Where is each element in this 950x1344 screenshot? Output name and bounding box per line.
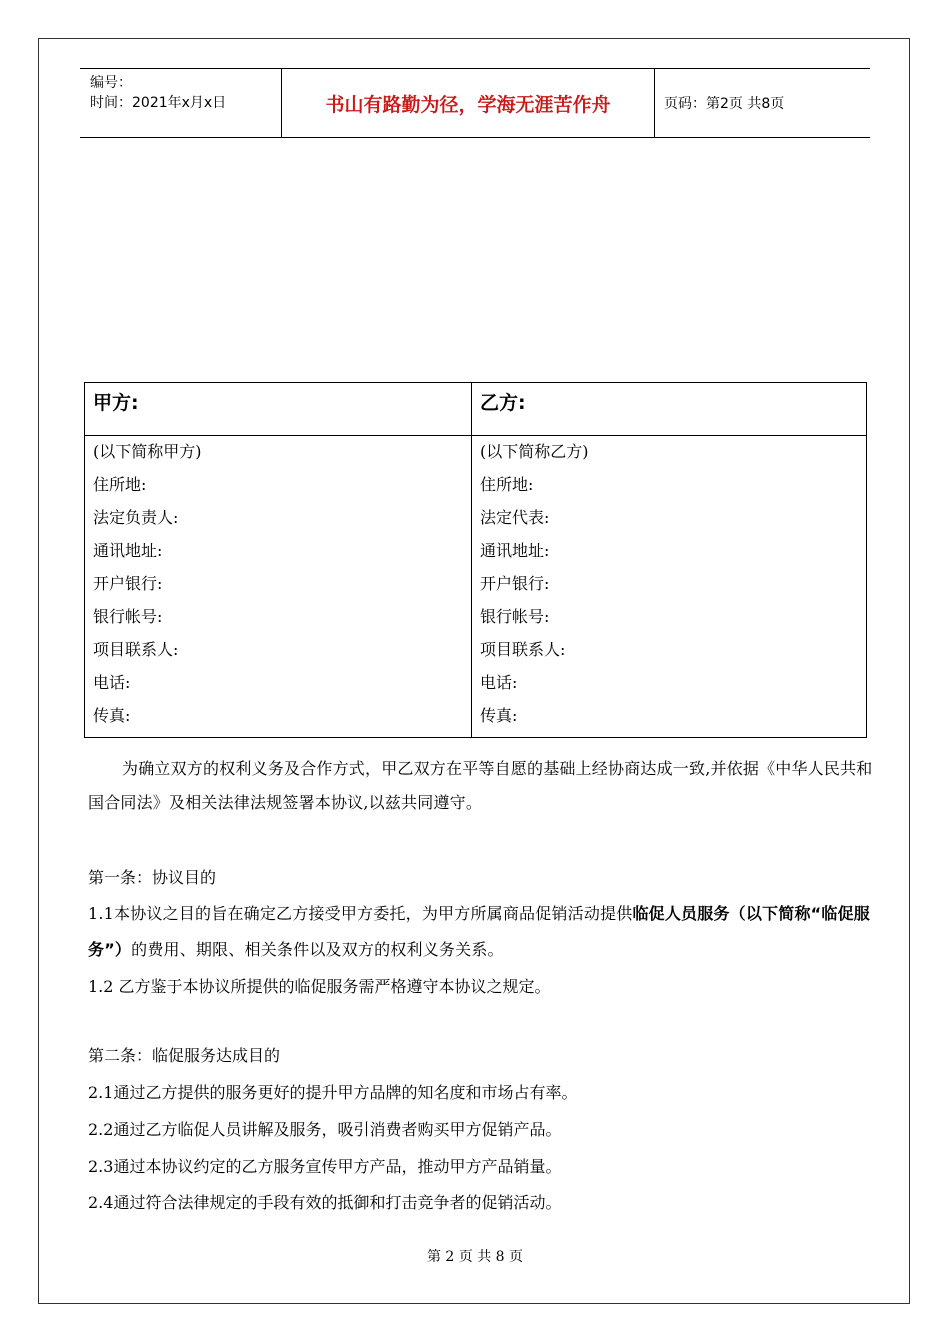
header-page-info: 页码：第2页 共8页 xyxy=(664,96,785,112)
party-b-field: 法定代表: xyxy=(480,508,550,527)
party-b-field: 开户银行: xyxy=(480,574,550,593)
party-b-field: 住所地: xyxy=(480,475,534,494)
party-a-field: 传真: xyxy=(93,706,131,725)
clause-text: 1.1本协议之目的旨在确定乙方接受甲方委托，为甲方所属商品促销活动提供 xyxy=(88,904,633,923)
parties-table xyxy=(84,382,867,738)
intro-paragraph: 为确立双方的权利义务及合作方式，甲乙双方在平等自愿的基础上经协商达成一致,并依据《中华人民共和国合同法》及相关法律法规签署本协议,以兹共同遵守。 xyxy=(88,759,873,812)
party-a-field: (以下简称甲方) xyxy=(93,442,202,461)
document-date: 时间：2021年x月x日 xyxy=(90,95,227,111)
page-header xyxy=(80,68,870,138)
article-2-item: 2.3通过本协议约定的乙方服务宣传甲方产品，推动甲方产品销量。 xyxy=(88,1157,562,1176)
party-b-field: 电话: xyxy=(480,673,518,692)
header-motto: 书山有路勤为径，学海无涯苦作舟 xyxy=(282,69,655,137)
article-1-title: 第一条：协议目的 xyxy=(88,868,217,887)
party-b-field: 通讯地址: xyxy=(480,541,550,560)
page-footer: 第 2 页 共 8 页 xyxy=(426,1249,524,1265)
document-number-label: 编号： xyxy=(90,75,132,91)
clause-text: 的费用、期限、相关条件以及双方的权利义务关系。 xyxy=(131,940,504,959)
party-a-field: 项目联系人: xyxy=(93,640,179,659)
article-1-clause-2: 1.2 乙方鉴于本协议所提供的临促服务需严格遵守本协议之规定。 xyxy=(88,977,551,996)
party-a-title: 甲方: xyxy=(85,383,472,436)
article-2-title: 第二条：临促服务达成目的 xyxy=(88,1046,281,1065)
clause-emphasis: 临促人员服务 xyxy=(632,904,730,923)
party-a-field: 电话: xyxy=(93,673,131,692)
header-info xyxy=(80,69,282,137)
party-b-field: (以下简称乙方) xyxy=(480,442,589,461)
party-a-field: 开户银行: xyxy=(93,574,163,593)
party-b-fields xyxy=(472,436,867,738)
clause-emphasis: （以下简称“临促服务”） xyxy=(88,904,870,959)
party-b-field: 银行帐号: xyxy=(480,607,550,626)
article-1-clause-1 xyxy=(88,896,876,968)
article-2-item: 2.4通过符合法律规定的手段有效的抵御和打击竞争者的促销活动。 xyxy=(88,1193,562,1212)
article-2-item: 2.1通过乙方提供的服务更好的提升甲方品牌的知名度和市场占有率。 xyxy=(88,1083,578,1102)
party-b-title: 乙方: xyxy=(472,383,867,436)
party-a-field: 银行帐号: xyxy=(93,607,163,626)
party-b-field: 项目联系人: xyxy=(480,640,566,659)
party-a-field: 通讯地址: xyxy=(93,541,163,560)
party-a-field: 法定负责人: xyxy=(93,508,179,527)
article-2-item: 2.2通过乙方临促人员讲解及服务，吸引消费者购买甲方促销产品。 xyxy=(88,1120,562,1139)
party-a-field: 住所地: xyxy=(93,475,147,494)
party-a-fields xyxy=(85,436,472,738)
party-b-field: 传真: xyxy=(480,706,518,725)
